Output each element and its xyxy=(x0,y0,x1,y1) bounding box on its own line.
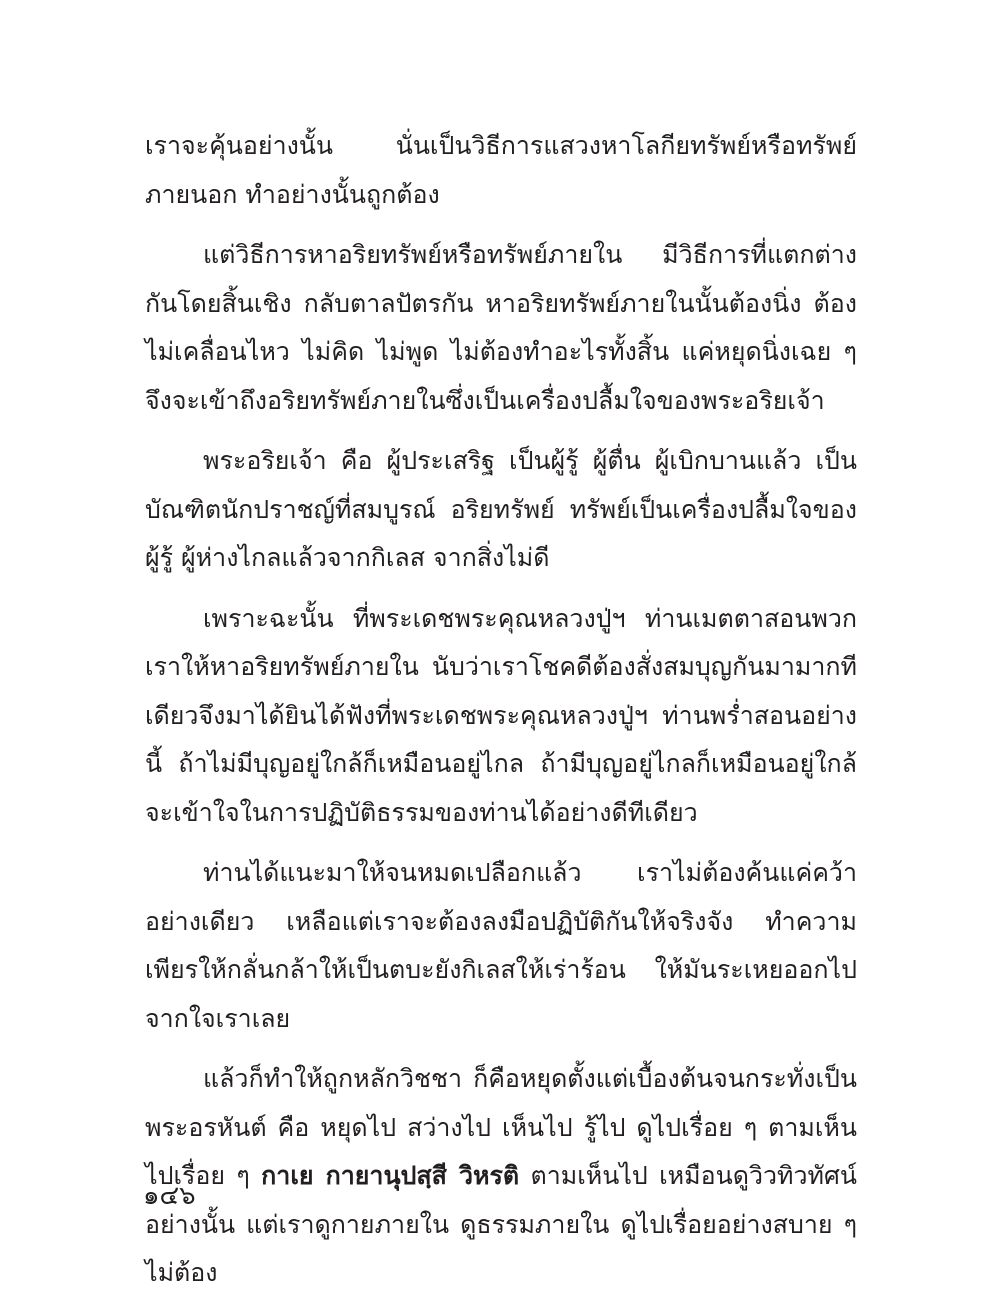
paragraph-2: แต่วิธีการหาอริยทรัพย์หรือทรัพย์ภายใน มีวิธีการที่แตกต่างกันโดยสิ้นเชิง กลับตาลปัตรกัน หาอริยทรัพย์ภายในนั้นต้องนิ่ง ต้องไม่เคลื่อนไหว ไม่คิด ไม่พูด ไม่ต้องทำอะไรทั้งสิ้น แค่หยุดนิ่งเฉย ๆ จึงจะเข้าถึงอริยทรัพย์ภายในซึ่งเป็นเครื่องปลื้มใจของพระอริยเจ้า xyxy=(145,240,857,415)
page-number: ๑๔๖ xyxy=(143,1181,196,1211)
paragraph-3: พระอริยเจ้า คือ ผู้ประเสริฐ เป็นผู้รู้ ผู้ตื่น ผู้เบิกบานแล้ว เป็นบัณฑิตนักปราชญ์ที่สมบูรณ์ อริยทรัพย์ ทรัพย์เป็นเครื่องปลื้มใจของผู้รู้ ผู้ห่างไกลแล้วจากกิเลส จากสิ่งไม่ดี xyxy=(145,446,857,572)
paragraph-5: ท่านได้แนะมาให้จนหมดเปลือกแล้ว เราไม่ต้องค้นแค่คว้าอย่างเดียว เหลือแต่เราจะต้องลงมือปฏิบัติกันให้จริงจัง ทำความเพียรให้กลั่นกล้าให้เป็นตบะยังกิเลสให้เร่าร้อน ให้มันระเหยออกไปจากใจเราเลย xyxy=(145,858,857,1033)
paragraph-6 xyxy=(145,1055,857,1298)
paragraph-6-text-before: แล้วก็ทำให้ถูกหลักวิชชา ก็คือหยุดตั้งแต่เบื้องต้นจนกระทั่งเป็นพระอรหันต์ คือ หยุดไป สว่างไป เห็นไป รู้ไป ดูไปเรื่อย ๆ ตามเห็นไปเรื่อย ๆ xyxy=(145,1064,857,1190)
paragraph-4: เพราะฉะนั้น ที่พระเดชพระคุณหลวงปู่ฯ ท่านเมตตาสอนพวกเราให้หาอริยทรัพย์ภายใน นับว่าเราโชคดีต้องสั่งสมบุญกันมามากทีเดียวจึงมาได้ยินได้ฟังที่พระเดชพระคุณหลวงปู่ฯ ท่านพร่ำสอนอย่างนี้ ถ้าไม่มีบุญอยู่ใกล้ก็เหมือนอยู่ไกล ถ้ามีบุญอยู่ไกลก็เหมือนอยู่ใกล้ จะเข้าใจในการปฏิบัติธรรมของท่านได้อย่างดีทีเดียว xyxy=(145,603,857,827)
paragraph-6-text-after: ตามเห็นไป เหมือนดูวิวทิวทัศน์อย่างนั้น แต่เราดูกายภายใน ดูธรรมภายใน ดูไปเรื่อยอย่างสบาย ๆ ไม่ต้อง xyxy=(145,1161,857,1287)
pali-phrase-bold: กาเย กายานุปสฺสี วิหรติ xyxy=(261,1161,520,1190)
paragraph-1: เราจะคุ้นอย่างนั้น นั่นเป็นวิธีการแสวงหาโลกียทรัพย์หรือทรัพย์ภายนอก ทำอย่างนั้นถูกต้อง xyxy=(145,131,857,209)
body-text xyxy=(145,122,857,1310)
